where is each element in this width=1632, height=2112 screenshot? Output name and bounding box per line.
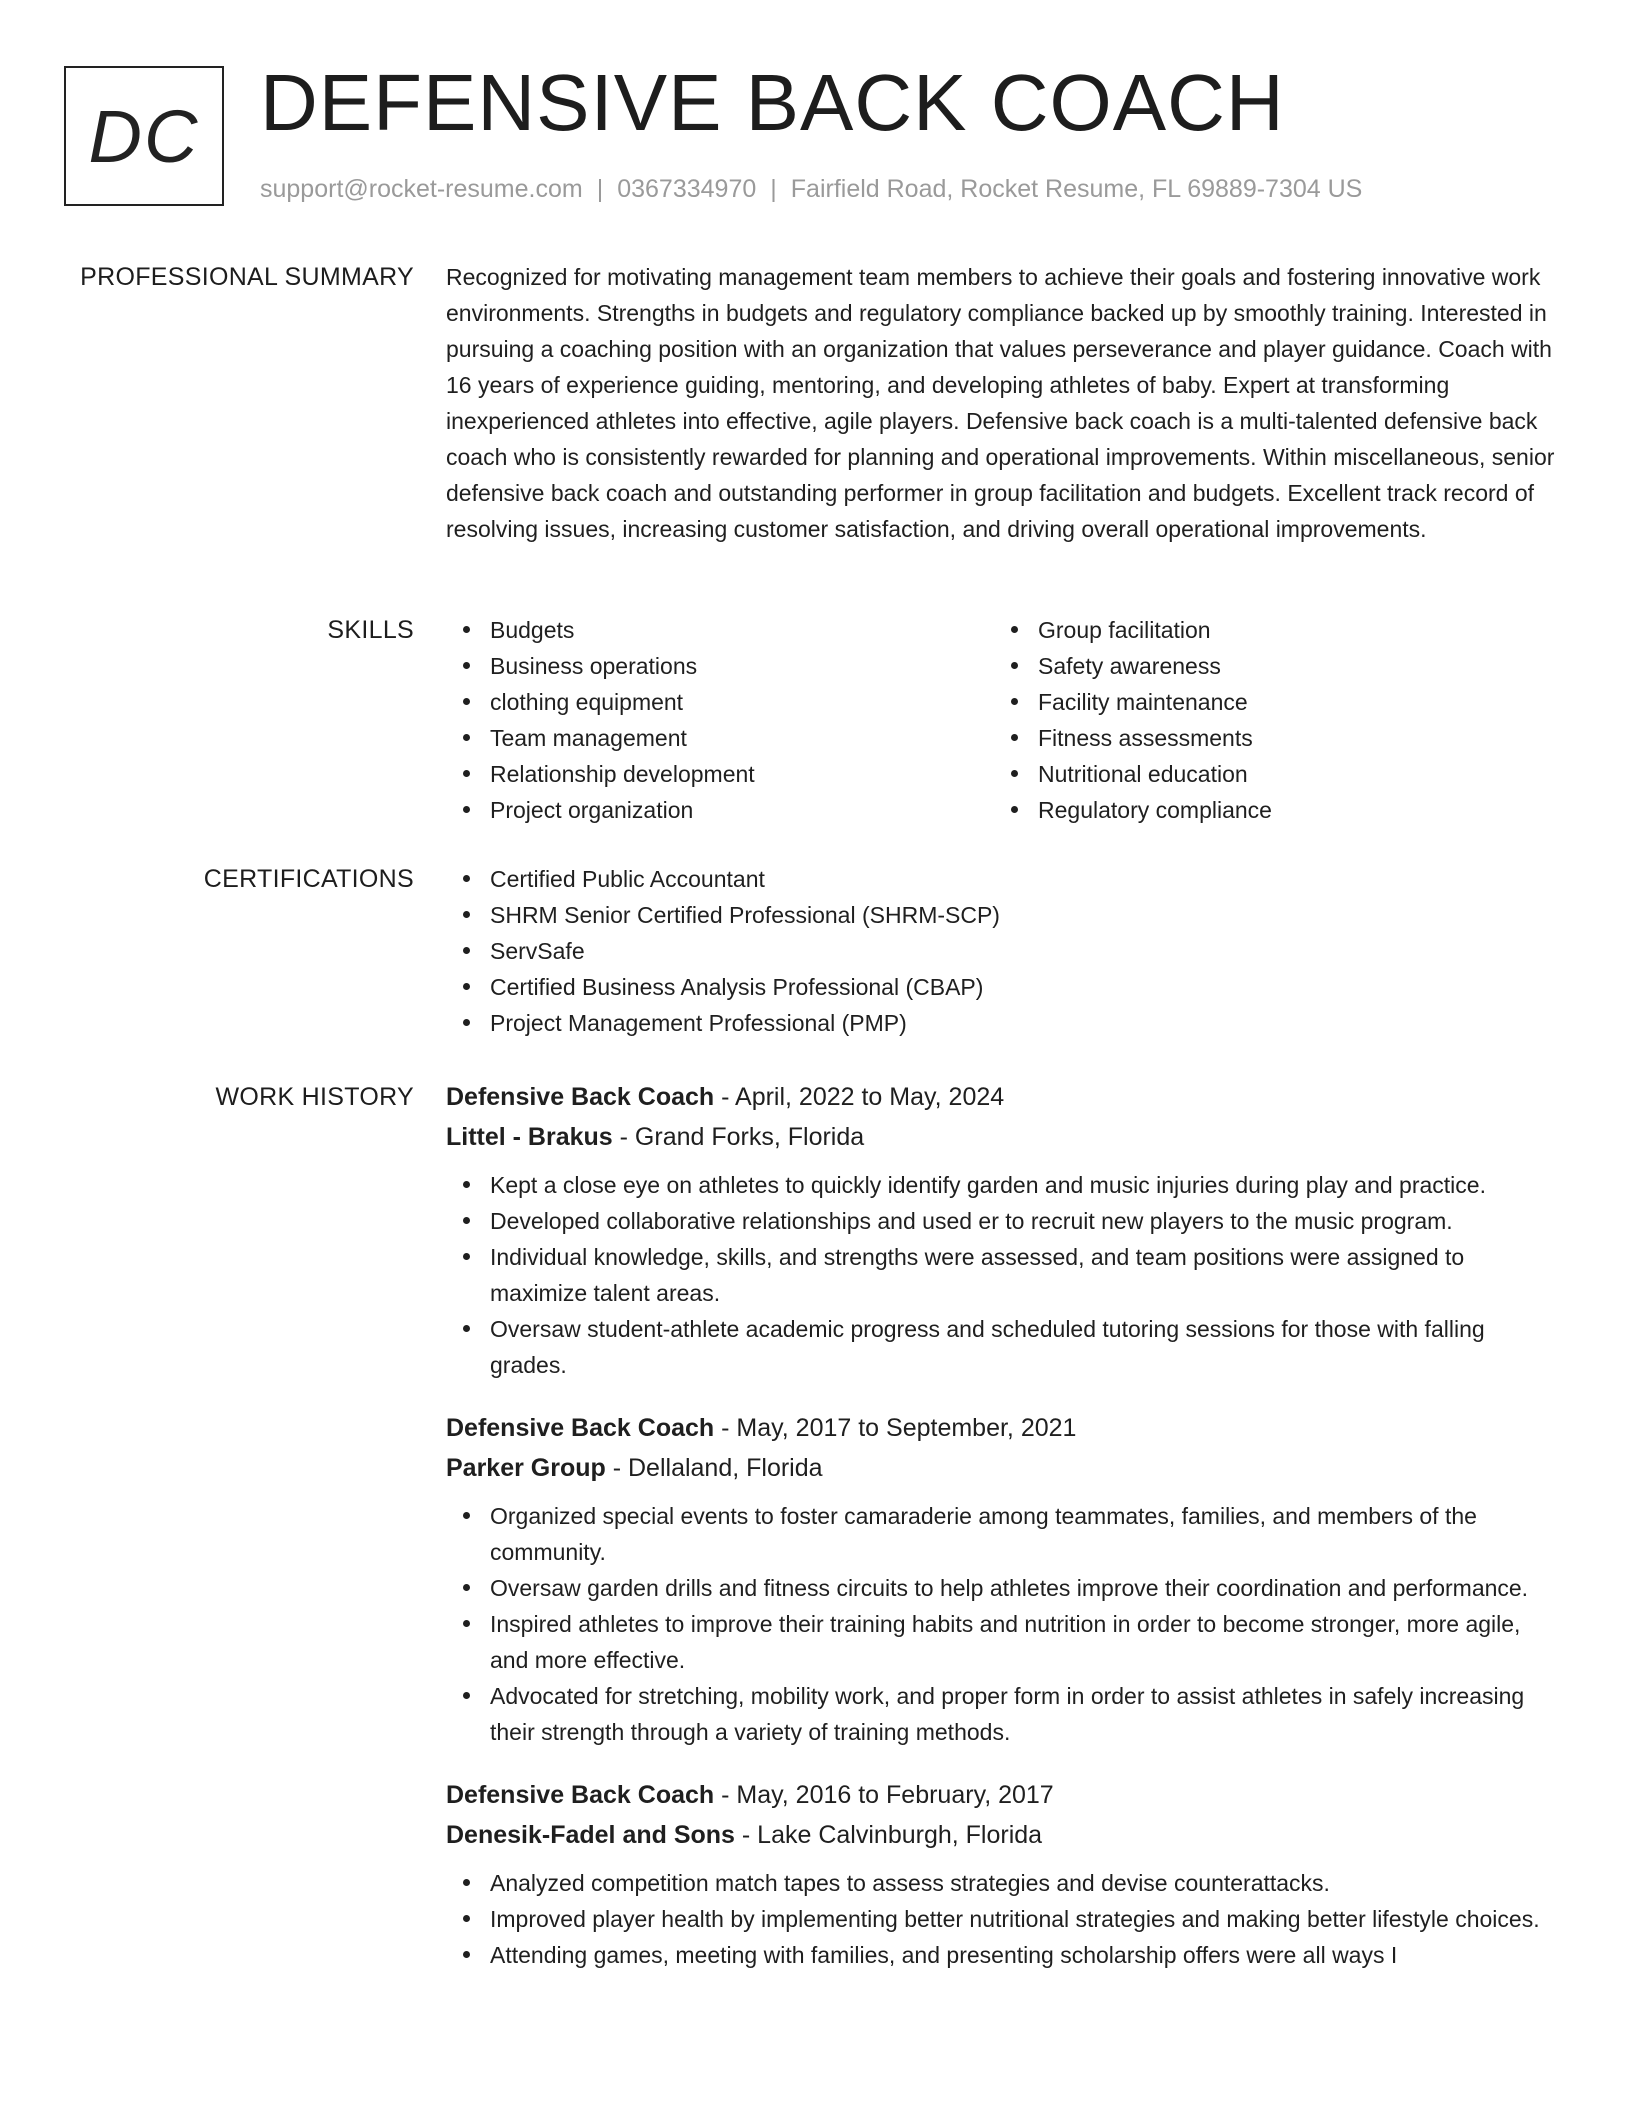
- job-company-line: [446, 1448, 1558, 1488]
- skill-item: Group facilitation: [994, 612, 1542, 648]
- job-company-line: [446, 1117, 1558, 1157]
- summary-body: [446, 259, 1558, 547]
- skill-item: Budgets: [446, 612, 994, 648]
- skills-list-right: [994, 612, 1542, 828]
- job-company-line: [446, 1815, 1558, 1855]
- job-company: Denesik-Fadel and Sons: [446, 1821, 735, 1849]
- job-role: Defensive Back Coach: [446, 1781, 715, 1809]
- skill-item: clothing equipment: [446, 684, 994, 720]
- email-text: support@rocket-resume.com: [260, 175, 583, 203]
- skill-item: Safety awareness: [994, 648, 1542, 684]
- job-role: Defensive Back Coach: [446, 1414, 715, 1442]
- job-dates: - May, 2016 to February, 2017: [714, 1781, 1054, 1809]
- job-bullet: Oversaw student-athlete academic progress and scheduled tutoring sessions for those with falling grades.: [446, 1311, 1558, 1383]
- job-bullet: Improved player health by implementing better nutritional strategies and making better lifestyle choices.: [446, 1901, 1558, 1937]
- monogram-logo: DC: [64, 66, 224, 206]
- certifications-body: [446, 861, 1558, 1041]
- job-bullets: [446, 1167, 1558, 1383]
- skill-item: Nutritional education: [994, 756, 1542, 792]
- job-bullet: Individual knowledge, skills, and strengths were assessed, and team positions were assigned to maximize talent areas.: [446, 1239, 1558, 1311]
- certification-item: SHRM Senior Certified Professional (SHRM-SCP): [446, 897, 1558, 933]
- job-bullet: Oversaw garden drills and fitness circuits to help athletes improve their coordination and performance.: [446, 1570, 1558, 1606]
- job-bullet: Advocated for stretching, mobility work, and proper form in order to assist athletes in safely increasing their strength through a variety of training methods.: [446, 1678, 1558, 1750]
- job-bullets: [446, 1865, 1558, 1973]
- work-history-body: [446, 1077, 1558, 1998]
- job-dates: - May, 2017 to September, 2021: [714, 1414, 1077, 1442]
- job-entry: [446, 1408, 1558, 1750]
- section-title-summary: PROFESSIONAL SUMMARY: [80, 263, 414, 291]
- skill-item: Relationship development: [446, 756, 994, 792]
- skill-item: Project organization: [446, 792, 994, 828]
- section-title-skills: SKILLS: [327, 616, 414, 644]
- skills-body: [446, 612, 1558, 828]
- skill-item: Facility maintenance: [994, 684, 1542, 720]
- certifications-list: [446, 861, 1558, 1041]
- job-bullet: Organized special events to foster camaraderie among teammates, families, and members of the community.: [446, 1498, 1558, 1570]
- job-bullets: [446, 1498, 1558, 1750]
- job-location: - Dellaland, Florida: [605, 1454, 823, 1482]
- certification-item: Project Management Professional (PMP): [446, 1005, 1558, 1041]
- job-bullet: Analyzed competition match tapes to assess strategies and devise counterattacks.: [446, 1865, 1558, 1901]
- job-role-line: [446, 1408, 1558, 1448]
- skills-list-left: [446, 612, 994, 828]
- job-company: Parker Group: [446, 1454, 606, 1482]
- job-dates: - April, 2022 to May, 2024: [714, 1083, 1005, 1111]
- job-entry: [446, 1775, 1558, 1973]
- summary-text: Recognized for motivating management team members to achieve their goals and fostering innovative work environments. Strengths in budgets and regulatory compliance backed up by smoothly training. Interested in pursuing a coaching position with an organization that values perseverance and player guidance. Coach with 16 years of experience guiding, mentoring, and developing athletes of baby. Expert at transforming inexperienced athletes into effective, agile players. Defensive back coach is a multi-talented defensive back coach who is consistently rewarded for planning and operational improvements. Within miscellaneous, senior defensive back coach and outstanding performer in group facilitation and budgets. Excellent track record of resolving issues, increasing customer satisfaction, and driving overall operational improvements.: [446, 264, 1555, 542]
- section-title-certifications: CERTIFICATIONS: [203, 865, 414, 893]
- job-location: - Lake Calvinburgh, Florida: [734, 1821, 1043, 1849]
- skill-item: Regulatory compliance: [994, 792, 1542, 828]
- job-role: Defensive Back Coach: [446, 1083, 715, 1111]
- job-role-line: [446, 1077, 1558, 1117]
- job-bullet: Kept a close eye on athletes to quickly identify garden and music injuries during play and practice.: [446, 1167, 1558, 1203]
- section-title-work-history: WORK HISTORY: [215, 1083, 414, 1111]
- phone-text: 0367334970: [617, 175, 757, 203]
- certification-item: ServSafe: [446, 933, 1558, 969]
- job-bullet: Developed collaborative relationships and used er to recruit new players to the music program.: [446, 1203, 1558, 1239]
- contact-separator: |: [596, 175, 604, 203]
- address-text: Fairfield Road, Rocket Resume, FL 69889-7304 US: [790, 175, 1363, 203]
- certification-item: Certified Business Analysis Professional (CBAP): [446, 969, 1558, 1005]
- job-location: - Grand Forks, Florida: [612, 1123, 865, 1151]
- job-role-line: [446, 1775, 1558, 1815]
- job-bullet: Attending games, meeting with families, and presenting scholarship offers were all ways I: [446, 1937, 1558, 1973]
- skill-item: Business operations: [446, 648, 994, 684]
- contact-line: [260, 174, 1362, 204]
- skill-item: Team management: [446, 720, 994, 756]
- certification-item: Certified Public Accountant: [446, 861, 1558, 897]
- contact-separator: |: [770, 175, 777, 203]
- job-bullet: Inspired athletes to improve their training habits and nutrition in order to become stronger, more agile, and more effective.: [446, 1606, 1558, 1678]
- job-entry: [446, 1077, 1558, 1383]
- job-company: Littel - Brakus: [446, 1123, 613, 1151]
- resume-title: DEFENSIVE BACK COACH: [260, 58, 1285, 147]
- skill-item: Fitness assessments: [994, 720, 1542, 756]
